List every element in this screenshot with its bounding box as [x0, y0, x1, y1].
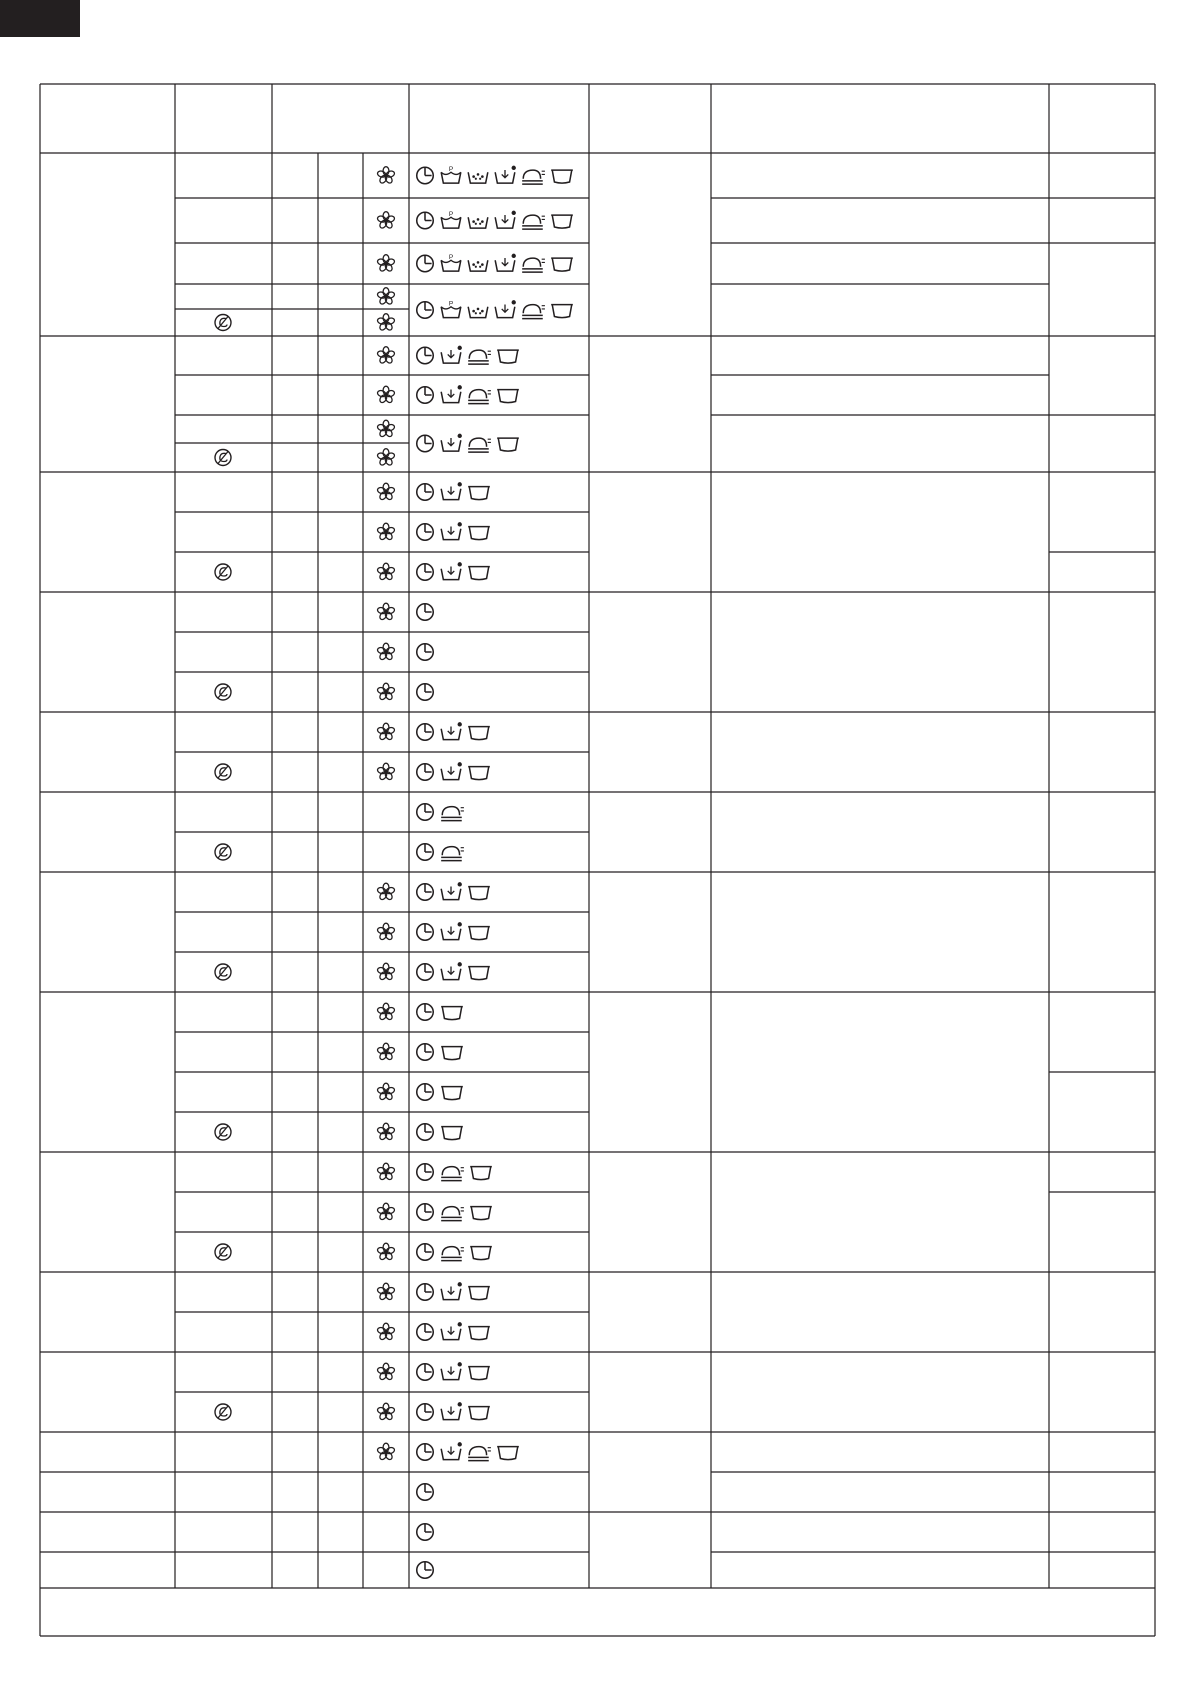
spin-tub-icon — [497, 350, 519, 363]
softener-icon — [441, 1167, 464, 1181]
spin-icon — [377, 603, 396, 621]
softener-icon — [468, 390, 491, 404]
spin-tub-icon — [551, 215, 573, 228]
spin-icon — [377, 1123, 396, 1141]
clock-icon — [417, 167, 434, 184]
clock-icon — [417, 212, 434, 229]
clock-icon — [417, 347, 434, 364]
rinse-icon — [441, 562, 462, 579]
softener-icon — [468, 438, 491, 452]
rinse-icon — [441, 1362, 462, 1379]
spin-icon — [377, 1363, 396, 1381]
no-prewash-icon — [215, 764, 231, 780]
rinse-icon — [441, 882, 462, 899]
wash-icon — [468, 172, 488, 183]
spin-tub-icon — [468, 1287, 490, 1300]
softener-icon — [441, 847, 464, 861]
rinse-icon — [441, 522, 462, 539]
spin-icon — [377, 1203, 396, 1221]
clock-icon — [417, 684, 434, 701]
spin-icon — [377, 1443, 396, 1461]
clock-icon — [417, 435, 434, 452]
spin-tub-icon — [468, 1327, 490, 1340]
clock-icon — [417, 1244, 434, 1261]
no-prewash-icon — [215, 450, 231, 466]
wash-icon — [468, 217, 488, 228]
clock-icon — [417, 564, 434, 581]
clock-icon — [417, 884, 434, 901]
no-prewash-icon — [215, 1244, 231, 1260]
spin-tub-icon — [468, 967, 490, 980]
spin-icon — [377, 923, 396, 941]
clock-icon — [417, 255, 434, 272]
clock-icon — [417, 1562, 434, 1579]
spin-tub-icon — [497, 1447, 519, 1460]
softener-icon — [441, 1207, 464, 1221]
spin-tub-icon — [468, 767, 490, 780]
clock-icon — [417, 484, 434, 501]
spin-icon — [377, 763, 396, 781]
rinse-icon — [441, 385, 462, 402]
no-prewash-icon — [215, 964, 231, 980]
softener-icon — [522, 258, 545, 272]
rinse-icon — [441, 962, 462, 979]
no-prewash-icon — [215, 844, 231, 860]
clock-icon — [417, 302, 434, 319]
clock-icon — [417, 1524, 434, 1541]
clock-icon — [417, 1444, 434, 1461]
softener-icon — [522, 170, 545, 184]
rinse-icon — [441, 762, 462, 779]
rinse-icon — [441, 434, 462, 451]
spin-tub-icon — [497, 438, 519, 451]
spin-icon — [377, 1243, 396, 1261]
softener-icon — [522, 305, 545, 319]
spin-icon — [377, 963, 396, 981]
wash-icon — [468, 307, 488, 318]
spin-tub-icon — [468, 727, 490, 740]
rinse-icon — [495, 211, 516, 228]
clock-icon — [417, 524, 434, 541]
clock-icon — [417, 1324, 434, 1341]
clock-icon — [417, 924, 434, 941]
spin-icon — [377, 212, 396, 230]
spin-tub-icon — [497, 390, 519, 403]
clock-icon — [417, 1164, 434, 1181]
spin-tub-icon — [441, 1087, 463, 1100]
spin-icon — [377, 167, 396, 185]
rinse-icon — [441, 1282, 462, 1299]
spin-icon — [377, 1163, 396, 1181]
spin-tub-icon — [470, 1207, 492, 1220]
clock-icon — [417, 1124, 434, 1141]
spin-icon — [377, 723, 396, 741]
clock-icon — [417, 1404, 434, 1421]
spin-tub-icon — [551, 305, 573, 318]
prewash-icon — [441, 211, 461, 228]
softener-icon — [441, 807, 464, 821]
clock-icon — [417, 1484, 434, 1501]
spin-icon — [377, 1003, 396, 1021]
spin-icon — [377, 288, 396, 306]
spin-icon — [377, 1083, 396, 1101]
prewash-icon — [441, 301, 461, 318]
spin-icon — [377, 883, 396, 901]
no-prewash-icon — [215, 1124, 231, 1140]
spin-tub-icon — [468, 887, 490, 900]
prewash-icon — [441, 166, 461, 183]
clock-icon — [417, 1084, 434, 1101]
spin-tub-icon — [468, 1367, 490, 1380]
softener-icon — [522, 215, 545, 229]
no-prewash-icon — [215, 315, 231, 331]
rinse-icon — [495, 300, 516, 317]
spin-tub-icon — [441, 1127, 463, 1140]
clock-icon — [417, 1044, 434, 1061]
spin-tub-icon — [441, 1047, 463, 1060]
spin-icon — [377, 386, 396, 404]
clock-icon — [417, 1284, 434, 1301]
softener-icon — [468, 1447, 491, 1461]
softener-icon — [441, 1247, 464, 1261]
spin-icon — [377, 1283, 396, 1301]
rinse-icon — [441, 922, 462, 939]
wash-icon — [468, 260, 488, 271]
clock-icon — [417, 644, 434, 661]
spin-icon — [377, 643, 396, 661]
spin-tub-icon — [551, 258, 573, 271]
spin-tub-icon — [470, 1167, 492, 1180]
spin-icon — [377, 420, 396, 438]
spin-icon — [377, 563, 396, 581]
softener-icon — [468, 350, 491, 364]
spin-icon — [377, 1043, 396, 1061]
rinse-icon — [495, 166, 516, 183]
clock-icon — [417, 1364, 434, 1381]
clock-icon — [417, 604, 434, 621]
spin-icon — [377, 449, 396, 467]
spin-tub-icon — [468, 1407, 490, 1420]
rinse-icon — [441, 1442, 462, 1459]
spin-icon — [377, 314, 396, 332]
prewash-icon — [441, 254, 461, 271]
clock-icon — [417, 724, 434, 741]
no-prewash-icon — [215, 564, 231, 580]
spin-tub-icon — [468, 487, 490, 500]
rinse-icon — [441, 1402, 462, 1419]
spin-tub-icon — [468, 527, 490, 540]
no-prewash-icon — [215, 684, 231, 700]
rinse-icon — [441, 482, 462, 499]
spin-icon — [377, 255, 396, 273]
clock-icon — [417, 804, 434, 821]
rinse-icon — [441, 346, 462, 363]
spin-icon — [377, 347, 396, 365]
spin-tub-icon — [470, 1247, 492, 1260]
spin-icon — [377, 483, 396, 501]
spin-icon — [377, 1403, 396, 1421]
spin-icon — [377, 523, 396, 541]
clock-icon — [417, 844, 434, 861]
spin-tub-icon — [551, 170, 573, 183]
spin-icon — [377, 683, 396, 701]
clock-icon — [417, 764, 434, 781]
spin-tub-icon — [468, 927, 490, 940]
no-prewash-icon — [215, 1404, 231, 1420]
clock-icon — [417, 1004, 434, 1021]
spin-tub-icon — [468, 567, 490, 580]
rinse-icon — [441, 1322, 462, 1339]
spin-icon — [377, 1323, 396, 1341]
spin-tub-icon — [441, 1007, 463, 1020]
clock-icon — [417, 387, 434, 404]
clock-icon — [417, 1204, 434, 1221]
rinse-icon — [441, 722, 462, 739]
clock-icon — [417, 964, 434, 981]
rinse-icon — [495, 254, 516, 271]
